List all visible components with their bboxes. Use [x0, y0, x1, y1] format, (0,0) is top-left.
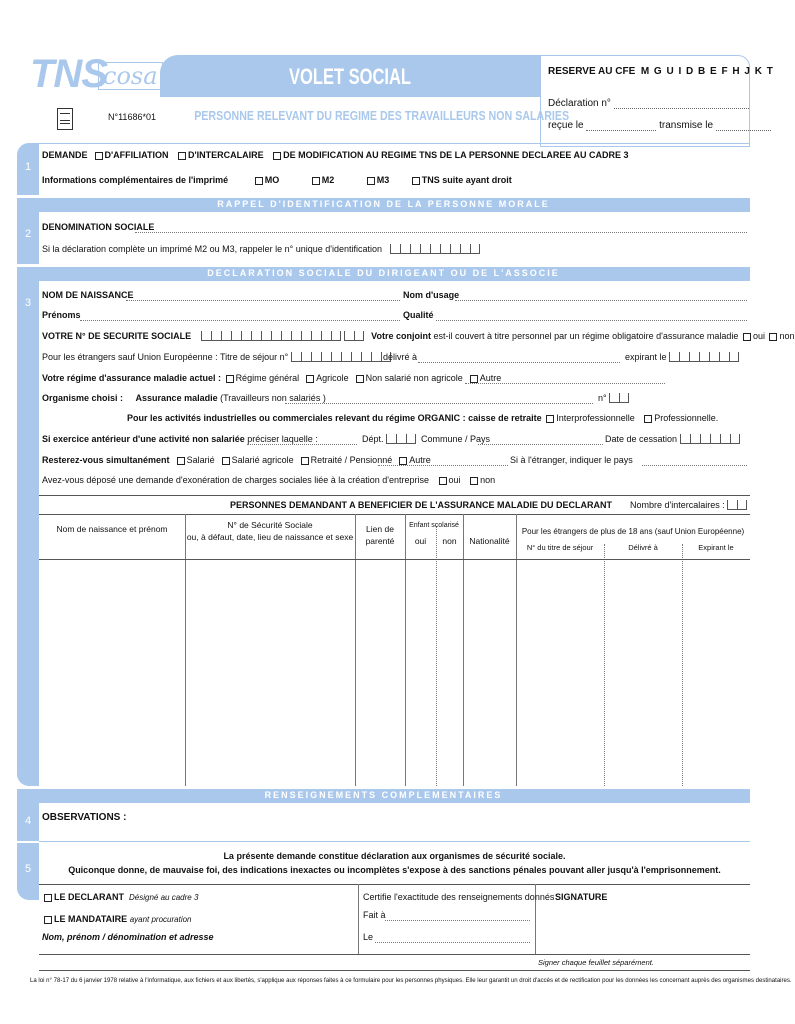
document-icon: [57, 108, 73, 130]
organic-row: Pour les activités industrielles ou commerciales relevant du régime ORGANIC : caisse de retraite Interprofessionnelle Professionnelle.: [127, 413, 719, 423]
cessation-date-field[interactable]: [680, 434, 740, 444]
declarant-checkbox[interactable]: [44, 894, 52, 902]
received-date-field[interactable]: [586, 121, 656, 131]
signature-label: SIGNATURE: [555, 892, 608, 902]
anterieur-row: Si exercice antérieur d'une activité non salariée préciser laquelle :: [42, 434, 318, 444]
expirant-field[interactable]: [669, 352, 739, 362]
conjoint-oui-checkbox[interactable]: [743, 333, 751, 341]
commune-field[interactable]: [478, 444, 603, 445]
professionnelle-checkbox[interactable]: [644, 415, 652, 423]
declaration-warning-2: Quiconque donne, de mauvaise foi, des indications inexactes ou incomplètes s'expose à des sanctions pénales pouvant aller jusqu'à l'emprisonnement.: [68, 865, 721, 875]
transmitted-date-field[interactable]: [716, 121, 771, 131]
salarie-checkbox[interactable]: [177, 457, 185, 465]
qualite-label: Qualité: [403, 310, 434, 320]
social-security-number-field[interactable]: [201, 331, 364, 341]
date-field[interactable]: [375, 942, 530, 943]
form-number: N°11686*01: [108, 112, 156, 122]
col-nationalite-header: Nationalité: [469, 536, 510, 546]
si-etranger-label: Si à l'étranger, indiquer le pays: [510, 455, 633, 465]
section-2-marker: 2: [17, 212, 39, 264]
expirant-row: expirant le: [625, 352, 739, 362]
section-1-marker: 1: [17, 143, 39, 195]
mo-checkbox[interactable]: [255, 177, 263, 185]
col-expirant-header: Expirant le: [698, 543, 734, 552]
affiliation-checkbox[interactable]: [95, 152, 103, 160]
section-3-band: DECLARATION SOCIALE DU DIRIGEANT OU DE L'ASSOCIE: [17, 267, 750, 281]
delivre-field[interactable]: [418, 362, 620, 363]
col-delivre-header: Délivré à: [628, 543, 658, 552]
intercalaires-field[interactable]: [727, 500, 747, 510]
denomination-row: DENOMINATION SOCIALE: [42, 222, 155, 232]
exoneration-row: Avez-vous déposé une demande d'exonération de charges sociales liée à la création d'entreprise oui non: [42, 475, 496, 485]
pays-field[interactable]: [642, 465, 747, 466]
received-row: reçue le transmise le: [548, 120, 771, 131]
col-etrangers-header: Pour les étrangers de plus de 18 ans (sauf Union Européenne): [521, 527, 745, 536]
declarant-row: LE DECLARANT Désigné au cadre 3: [42, 892, 198, 902]
exoneration-oui-checkbox[interactable]: [439, 477, 447, 485]
col-secu-header-2: ou, à défaut, date, lieu de naissance et sexe: [186, 532, 354, 542]
intercalaire-checkbox[interactable]: [178, 152, 186, 160]
organisme-number: n°: [598, 393, 629, 403]
nom-adresse-label: Nom, prénom / dénomination et adresse: [42, 932, 214, 942]
col-nom-header: Nom de naissance et prénom: [56, 524, 168, 534]
commune-label: Commune / Pays: [421, 434, 491, 444]
observations-label: OBSERVATIONS :: [42, 812, 127, 823]
page-title: VOLET SOCIAL: [289, 64, 411, 89]
section-4-marker: 4: [17, 803, 39, 841]
organisme-row: Organisme choisi : Assurance maladie (Travailleurs non salariés ): [42, 393, 326, 403]
section-5-marker: 5: [17, 843, 39, 900]
retraite-checkbox[interactable]: [301, 457, 309, 465]
section-2-band: RAPPEL D'IDENTIFICATION DE LA PERSONNE MORALE: [17, 198, 750, 212]
infos-row: Informations complémentaires de l'imprimé MO M2 M3 TNS suite ayant droit: [42, 175, 512, 185]
signature-area[interactable]: [540, 905, 745, 950]
exoneration-non-checkbox[interactable]: [470, 477, 478, 485]
nom-usage-label: Nom d'usage: [403, 290, 460, 300]
signer-note: Signer chaque feuillet séparément.: [538, 958, 654, 967]
prenoms-row: Prénoms: [42, 310, 81, 320]
autre-regime-checkbox[interactable]: [470, 375, 478, 383]
declaration-warning-1: La présente demande constitue déclaration aux organismes de sécurité sociale.: [223, 851, 566, 861]
identification-number-field[interactable]: [390, 244, 480, 254]
personnes-heading: PERSONNES DEMANDANT A BENEFICIER DE L'ASSURANCE MALADIE DU DECLARANT: [230, 500, 612, 510]
titre-sejour-row: Pour les étrangers sauf Union Européenne : Titre de séjour n°: [42, 352, 391, 362]
non-salarie-checkbox[interactable]: [356, 375, 364, 383]
col-titre-header: N° du titre de séjour: [526, 543, 594, 552]
rappel-row: Si la déclaration complète un imprimé M2 ou M3, rappeler le n° unique d'identification: [42, 244, 480, 254]
declaration-number-field[interactable]: [614, 99, 749, 109]
col-non-header: non: [442, 536, 457, 546]
nombre-intercalaires: Nombre d'intercalaires :: [630, 500, 747, 510]
col-lien-header-2: parenté: [365, 536, 395, 546]
m2-checkbox[interactable]: [312, 177, 320, 185]
titre-sejour-field[interactable]: [291, 352, 391, 362]
col-enfant-header: Enfant scolarisé: [409, 522, 459, 529]
col-secu-header-1: N° de Sécurité Sociale: [227, 520, 313, 530]
nom-naissance-row: NOM DE NAISSANCE: [42, 290, 134, 300]
page-subtitle: PERSONNE RELEVANT DU REGIME DES TRAVAILLEURS NON SALARIES: [194, 108, 570, 123]
col-oui-header: oui: [414, 536, 427, 546]
cosa-logo: cosa: [98, 62, 163, 90]
fait-a-label: Fait à: [363, 910, 386, 920]
secu-row: VOTRE N° DE SECURITE SOCIALE Votre conjoint est-il couvert à titre personnel par un régime obligatoire d'assurance maladie oui non: [42, 331, 795, 341]
modification-checkbox[interactable]: [273, 152, 281, 160]
reserve-cfe: RESERVE AU CFE M G U I D B E F H J K T: [548, 66, 774, 77]
resterez-row: Resterez-vous simultanément Salarié Salarié agricole Retraité / Pensionné Autre: [42, 455, 431, 465]
dept-row: Dépt.: [362, 434, 416, 444]
fait-a-field[interactable]: [385, 920, 530, 921]
beneficiaires-table: [39, 514, 750, 786]
regime-row: Votre régime d'assurance maladie actuel : Régime général Agricole Non salarié non agricole Autre: [42, 373, 502, 383]
cessation-row: Date de cessation: [605, 434, 740, 444]
interpro-checkbox[interactable]: [546, 415, 554, 423]
autre-simultane-checkbox[interactable]: [399, 457, 407, 465]
legal-footer: La loi n° 78-17 du 6 janvier 1978 relative à l'informatique, aux fichiers et aux libertés, s'applique aux réponses faites à ce formulaire pour les personnes physiques. Elle leur garantit un droit d'accès et de rectification pour les données les concernant auprès des organismes destinataires.: [30, 977, 792, 984]
tns-suite-checkbox[interactable]: [412, 177, 420, 185]
organisme-number-field[interactable]: [609, 393, 629, 403]
salarie-agricole-checkbox[interactable]: [222, 457, 230, 465]
le-label: Le: [363, 932, 374, 942]
m3-checkbox[interactable]: [367, 177, 375, 185]
activite-anterieure-field[interactable]: [247, 444, 357, 445]
conjoint-non-checkbox[interactable]: [769, 333, 777, 341]
regime-general-checkbox[interactable]: [226, 375, 234, 383]
delivre-label: délivré à: [383, 352, 418, 362]
mandataire-row: LE MANDATAIRE ayant procuration: [42, 914, 192, 924]
demande-row: DEMANDE D'AFFILIATION D'INTERCALAIRE DE MODIFICATION AU REGIME TNS DE LA PERSONNE DECLAREE AU CADRE 3: [42, 150, 629, 160]
mandataire-checkbox[interactable]: [44, 916, 52, 924]
dept-field[interactable]: [386, 434, 416, 444]
tns-logo: TNS: [30, 52, 107, 96]
reserve-codes: M G U I D B E F H J K T: [640, 66, 774, 77]
col-lien-header-1: Lien de: [366, 524, 394, 534]
section-3-marker: 3: [17, 281, 39, 786]
certifie-label: Certifie l'exactitude des renseignements donnés: [363, 892, 555, 902]
agricole-checkbox[interactable]: [306, 375, 314, 383]
section-4-band: RENSEIGNEMENTS COMPLEMENTAIRES: [17, 789, 750, 803]
declaration-number-row: Déclaration n°: [548, 98, 749, 109]
